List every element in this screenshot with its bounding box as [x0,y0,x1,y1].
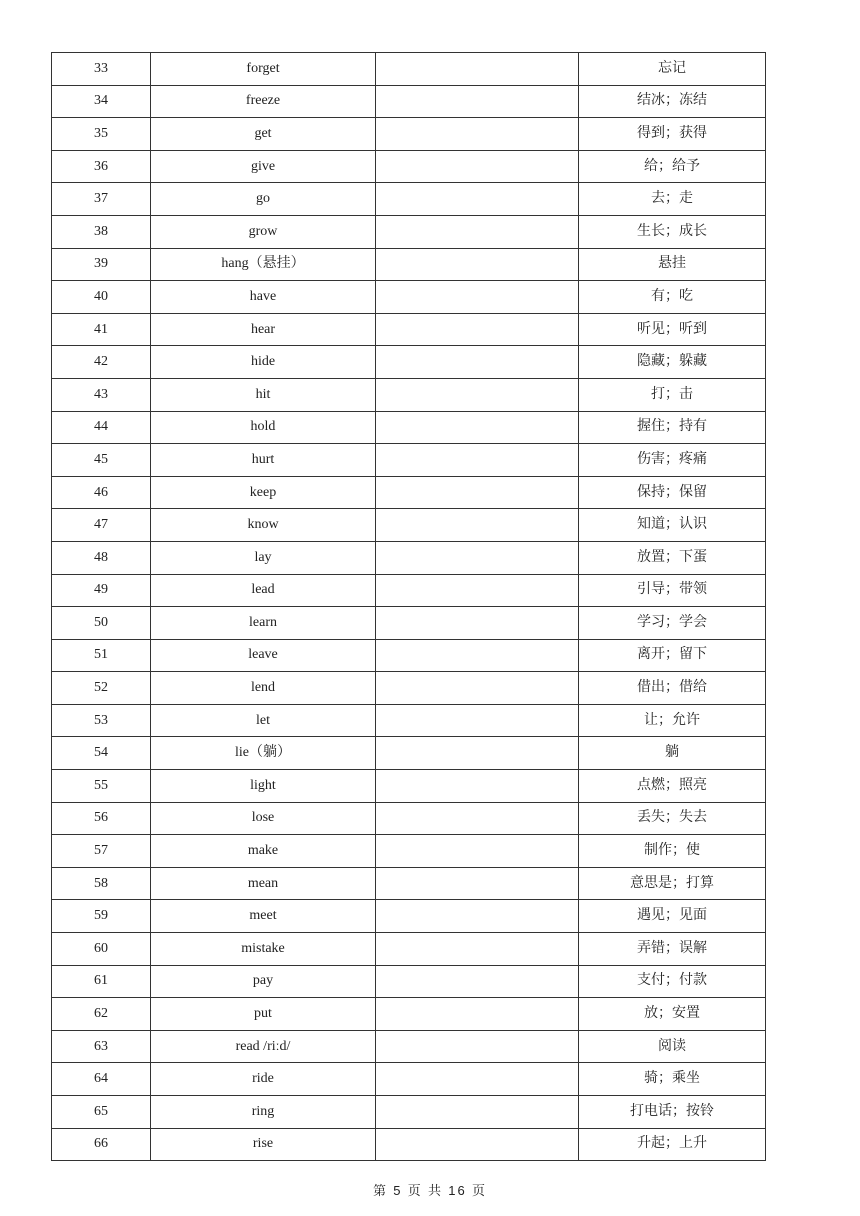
meaning-cell: 放置；下蛋 [579,541,766,574]
answer-blank-cell [376,770,579,803]
table-row [52,541,766,574]
row-number: 41 [52,313,151,346]
row-number: 66 [52,1128,151,1161]
table-row [52,1030,766,1063]
answer-blank-cell [376,313,579,346]
word-cell: ride [151,1063,376,1096]
word-cell: know [151,509,376,542]
table-row [52,867,766,900]
table-row [52,444,766,477]
meaning-cell: 打电话；按铃 [579,1096,766,1129]
row-number: 36 [52,150,151,183]
meaning-cell: 打；击 [579,378,766,411]
meaning-cell: 知道；认识 [579,509,766,542]
table-row [52,313,766,346]
meaning-cell: 有；吃 [579,281,766,314]
meaning-cell: 制作；使 [579,835,766,868]
table-row [52,737,766,770]
table-row [52,509,766,542]
word-cell: forget [151,53,376,86]
meaning-cell: 让；允许 [579,704,766,737]
answer-blank-cell [376,118,579,151]
table-row [52,965,766,998]
meaning-cell: 结冰；冻结 [579,85,766,118]
word-cell: read /riːd/ [151,1030,376,1063]
answer-blank-cell [376,53,579,86]
answer-blank-cell [376,672,579,705]
word-cell: freeze [151,85,376,118]
footer-prefix: 第 [372,1183,388,1198]
word-cell: grow [151,215,376,248]
row-number: 55 [52,770,151,803]
answer-blank-cell [376,1063,579,1096]
row-number: 47 [52,509,151,542]
vocabulary-table [51,52,766,1161]
meaning-cell: 弄错；误解 [579,933,766,966]
word-cell: hear [151,313,376,346]
word-cell: hold [151,411,376,444]
table-row [52,900,766,933]
table-row [52,378,766,411]
meaning-cell: 隐藏；躲藏 [579,346,766,379]
table-row [52,118,766,151]
answer-blank-cell [376,150,579,183]
answer-blank-cell [376,183,579,216]
row-number: 40 [52,281,151,314]
table-row [52,574,766,607]
answer-blank-cell [376,802,579,835]
word-cell: get [151,118,376,151]
answer-blank-cell [376,444,579,477]
answer-blank-cell [376,965,579,998]
meaning-cell: 握住；持有 [579,411,766,444]
footer-total-pages: 16 [448,1183,467,1198]
row-number: 52 [52,672,151,705]
word-cell: hide [151,346,376,379]
word-cell: pay [151,965,376,998]
row-number: 44 [52,411,151,444]
row-number: 33 [52,53,151,86]
meaning-cell: 遇见；见面 [579,900,766,933]
row-number: 61 [52,965,151,998]
word-cell: lie（躺） [151,737,376,770]
meaning-cell: 借出；借给 [579,672,766,705]
meaning-cell: 阅读 [579,1030,766,1063]
meaning-cell: 丢失；失去 [579,802,766,835]
row-number: 54 [52,737,151,770]
table-row [52,1063,766,1096]
answer-blank-cell [376,900,579,933]
word-cell: lose [151,802,376,835]
meaning-cell: 给；给予 [579,150,766,183]
answer-blank-cell [376,607,579,640]
table-row [52,476,766,509]
table-row [52,53,766,86]
row-number: 46 [52,476,151,509]
table-row [52,770,766,803]
answer-blank-cell [376,1128,579,1161]
meaning-cell: 伤害；疼痛 [579,444,766,477]
table-row [52,1128,766,1161]
table-row [52,1096,766,1129]
table-row [52,672,766,705]
meaning-cell: 保持；保留 [579,476,766,509]
meaning-cell: 支付；付款 [579,965,766,998]
meaning-cell: 意思是；打算 [579,867,766,900]
word-cell: keep [151,476,376,509]
word-cell: let [151,704,376,737]
row-number: 49 [52,574,151,607]
answer-blank-cell [376,867,579,900]
answer-blank-cell [376,1030,579,1063]
table-row [52,183,766,216]
row-number: 62 [52,998,151,1031]
row-number: 34 [52,85,151,118]
row-number: 64 [52,1063,151,1096]
answer-blank-cell [376,998,579,1031]
word-cell: have [151,281,376,314]
answer-blank-cell [376,835,579,868]
table-row [52,411,766,444]
word-cell: go [151,183,376,216]
table-row [52,802,766,835]
row-number: 57 [52,835,151,868]
answer-blank-cell [376,1096,579,1129]
row-number: 63 [52,1030,151,1063]
answer-blank-cell [376,639,579,672]
answer-blank-cell [376,574,579,607]
meaning-cell: 去；走 [579,183,766,216]
meaning-cell: 升起；上升 [579,1128,766,1161]
word-cell: mean [151,867,376,900]
footer-page-number: 5 [393,1183,403,1198]
meaning-cell: 忘记 [579,53,766,86]
word-cell: rise [151,1128,376,1161]
row-number: 37 [52,183,151,216]
meaning-cell: 得到；获得 [579,118,766,151]
table-row [52,639,766,672]
answer-blank-cell [376,378,579,411]
table-row [52,346,766,379]
vocabulary-table-body [52,53,766,1161]
word-cell: light [151,770,376,803]
answer-blank-cell [376,281,579,314]
meaning-cell: 悬挂 [579,248,766,281]
answer-blank-cell [376,541,579,574]
word-cell: hang（悬挂） [151,248,376,281]
table-row [52,150,766,183]
row-number: 39 [52,248,151,281]
answer-blank-cell [376,704,579,737]
meaning-cell: 听见；听到 [579,313,766,346]
page-footer [0,1180,860,1199]
table-row [52,607,766,640]
answer-blank-cell [376,933,579,966]
word-cell: leave [151,639,376,672]
row-number: 51 [52,639,151,672]
row-number: 42 [52,346,151,379]
row-number: 53 [52,704,151,737]
answer-blank-cell [376,346,579,379]
table-row [52,215,766,248]
table-row [52,85,766,118]
footer-suffix: 页 [471,1183,487,1198]
row-number: 38 [52,215,151,248]
answer-blank-cell [376,248,579,281]
row-number: 48 [52,541,151,574]
word-cell: put [151,998,376,1031]
footer-total-word: 共 [428,1183,444,1198]
word-cell: lead [151,574,376,607]
meaning-cell: 引导；带领 [579,574,766,607]
word-cell: mistake [151,933,376,966]
row-number: 56 [52,802,151,835]
word-cell: hit [151,378,376,411]
answer-blank-cell [376,411,579,444]
row-number: 59 [52,900,151,933]
table-row [52,998,766,1031]
word-cell: meet [151,900,376,933]
row-number: 35 [52,118,151,151]
word-cell: learn [151,607,376,640]
answer-blank-cell [376,509,579,542]
meaning-cell: 骑；乘坐 [579,1063,766,1096]
meaning-cell: 放；安置 [579,998,766,1031]
row-number: 45 [52,444,151,477]
row-number: 65 [52,1096,151,1129]
meaning-cell: 生长；成长 [579,215,766,248]
answer-blank-cell [376,85,579,118]
table-row [52,933,766,966]
word-cell: give [151,150,376,183]
table-row [52,281,766,314]
meaning-cell: 离开；留下 [579,639,766,672]
footer-page-word: 页 [407,1183,423,1198]
word-cell: lend [151,672,376,705]
word-cell: make [151,835,376,868]
meaning-cell: 学习；学会 [579,607,766,640]
table-row [52,248,766,281]
word-cell: lay [151,541,376,574]
answer-blank-cell [376,476,579,509]
word-cell: hurt [151,444,376,477]
row-number: 60 [52,933,151,966]
row-number: 43 [52,378,151,411]
word-cell: ring [151,1096,376,1129]
meaning-cell: 点燃；照亮 [579,770,766,803]
table-row [52,835,766,868]
row-number: 58 [52,867,151,900]
meaning-cell: 躺 [579,737,766,770]
row-number: 50 [52,607,151,640]
answer-blank-cell [376,215,579,248]
answer-blank-cell [376,737,579,770]
table-row [52,704,766,737]
